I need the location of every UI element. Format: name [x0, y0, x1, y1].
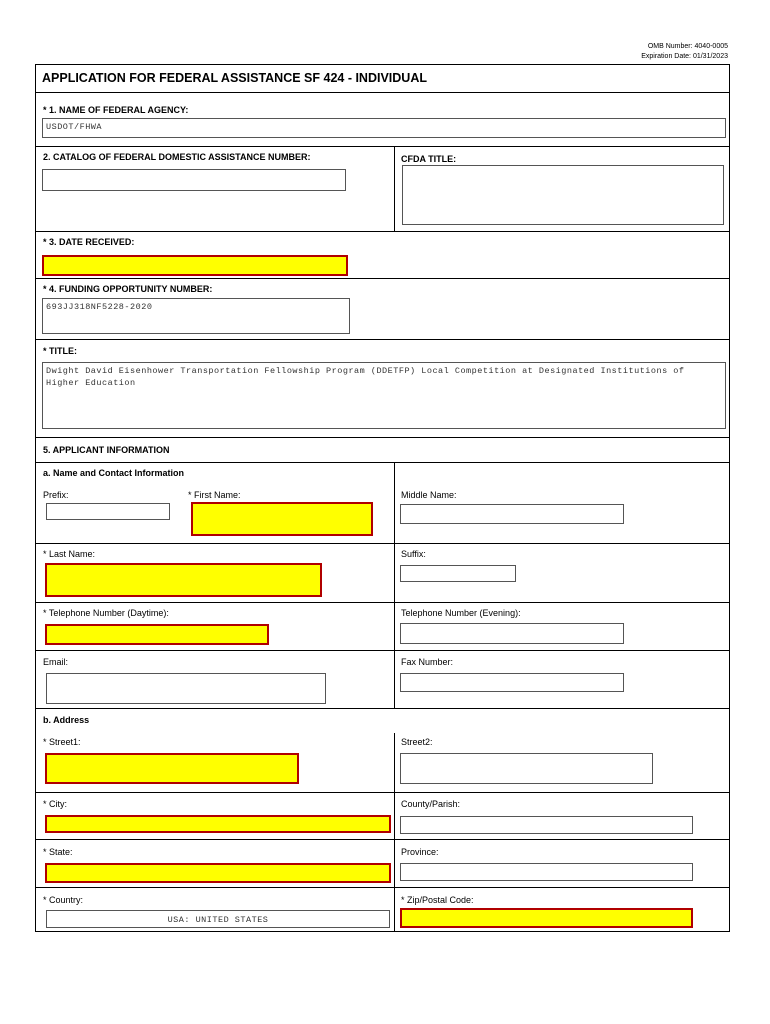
zip-label: * Zip/Postal Code:	[401, 895, 474, 905]
suffix-label: Suffix:	[401, 549, 426, 559]
email-field[interactable]	[46, 673, 326, 704]
funding-number-field[interactable]: 693JJ318NF5228-2020	[42, 298, 350, 334]
agency-field[interactable]: USDOT/FHWA	[42, 118, 726, 138]
divider	[36, 887, 729, 888]
omb-number: OMB Number: 4040-0005	[647, 43, 728, 50]
street2-field[interactable]	[400, 753, 653, 784]
prefix-label: Prefix:	[43, 490, 69, 500]
divider	[36, 602, 729, 603]
divider	[36, 650, 729, 651]
middle-name-field[interactable]	[400, 504, 624, 524]
street2-label: Street2:	[401, 737, 433, 747]
middle-name-label: Middle Name:	[401, 490, 457, 500]
divider	[36, 792, 729, 793]
divider	[36, 839, 729, 840]
contact-info-label: a. Name and Contact Information	[43, 468, 185, 478]
province-field[interactable]	[400, 863, 693, 881]
tel-day-label: * Telephone Number (Daytime):	[43, 608, 169, 618]
divider	[394, 733, 395, 932]
email-label: Email:	[43, 657, 69, 667]
tel-day-field[interactable]	[45, 624, 269, 645]
fax-field[interactable]	[400, 673, 624, 692]
divider	[36, 146, 729, 147]
tel-eve-field[interactable]	[400, 623, 624, 644]
suffix-field[interactable]	[400, 565, 516, 582]
first-name-field[interactable]	[191, 502, 373, 536]
cfda-number-field[interactable]	[42, 169, 346, 191]
agency-label: * 1. NAME OF FEDERAL AGENCY:	[43, 105, 189, 115]
title-field[interactable]: Dwight David Eisenhower Transportation Fellowship Program (DDETFP) Local Competition at Designated Institutions of Higher Education	[42, 362, 726, 429]
form-title: APPLICATION FOR FEDERAL ASSISTANCE SF 424 - INDIVIDUAL	[42, 71, 427, 85]
divider	[36, 278, 729, 279]
fax-label: Fax Number:	[401, 657, 454, 667]
county-field[interactable]	[400, 816, 693, 834]
address-label: b. Address	[43, 715, 90, 725]
country-label: * Country:	[43, 895, 84, 905]
cfda-title-label: CFDA TITLE:	[401, 154, 457, 164]
city-label: * City:	[43, 799, 68, 809]
province-label: Province:	[401, 847, 439, 857]
cfda-number-label: 2. CATALOG OF FEDERAL DOMESTIC ASSISTANCE NUMBER:	[43, 152, 311, 162]
divider	[394, 146, 395, 231]
last-name-field[interactable]	[45, 563, 322, 597]
sf424-form	[35, 64, 730, 932]
tel-eve-label: Telephone Number (Evening):	[401, 608, 521, 618]
date-received-field[interactable]	[42, 255, 348, 276]
divider	[36, 92, 729, 93]
omb-info	[641, 42, 728, 62]
cfda-title-field[interactable]	[402, 165, 724, 225]
city-field[interactable]	[45, 815, 391, 833]
funding-label: * 4. FUNDING OPPORTUNITY NUMBER:	[43, 284, 213, 294]
street1-label: * Street1:	[43, 737, 81, 747]
prefix-field[interactable]	[46, 503, 170, 520]
zip-field[interactable]	[400, 908, 693, 928]
applicant-section-label: 5. APPLICANT INFORMATION	[43, 445, 170, 455]
expiration-date: Expiration Date: 01/31/2023	[641, 53, 728, 60]
divider	[36, 462, 729, 463]
state-field[interactable]	[45, 863, 391, 883]
state-label: * State:	[43, 847, 73, 857]
date-received-label: * 3. DATE RECEIVED:	[43, 237, 135, 247]
divider	[36, 231, 729, 232]
county-label: County/Parish:	[401, 799, 461, 809]
divider	[394, 462, 395, 708]
first-name-label: * First Name:	[188, 490, 241, 500]
country-field[interactable]: USA: UNITED STATES	[46, 910, 390, 928]
title-label: * TITLE:	[43, 346, 77, 356]
last-name-label: * Last Name:	[43, 549, 96, 559]
divider	[36, 543, 729, 544]
divider	[36, 708, 729, 709]
divider	[36, 339, 729, 340]
street1-field[interactable]	[45, 753, 299, 784]
divider	[36, 437, 729, 438]
